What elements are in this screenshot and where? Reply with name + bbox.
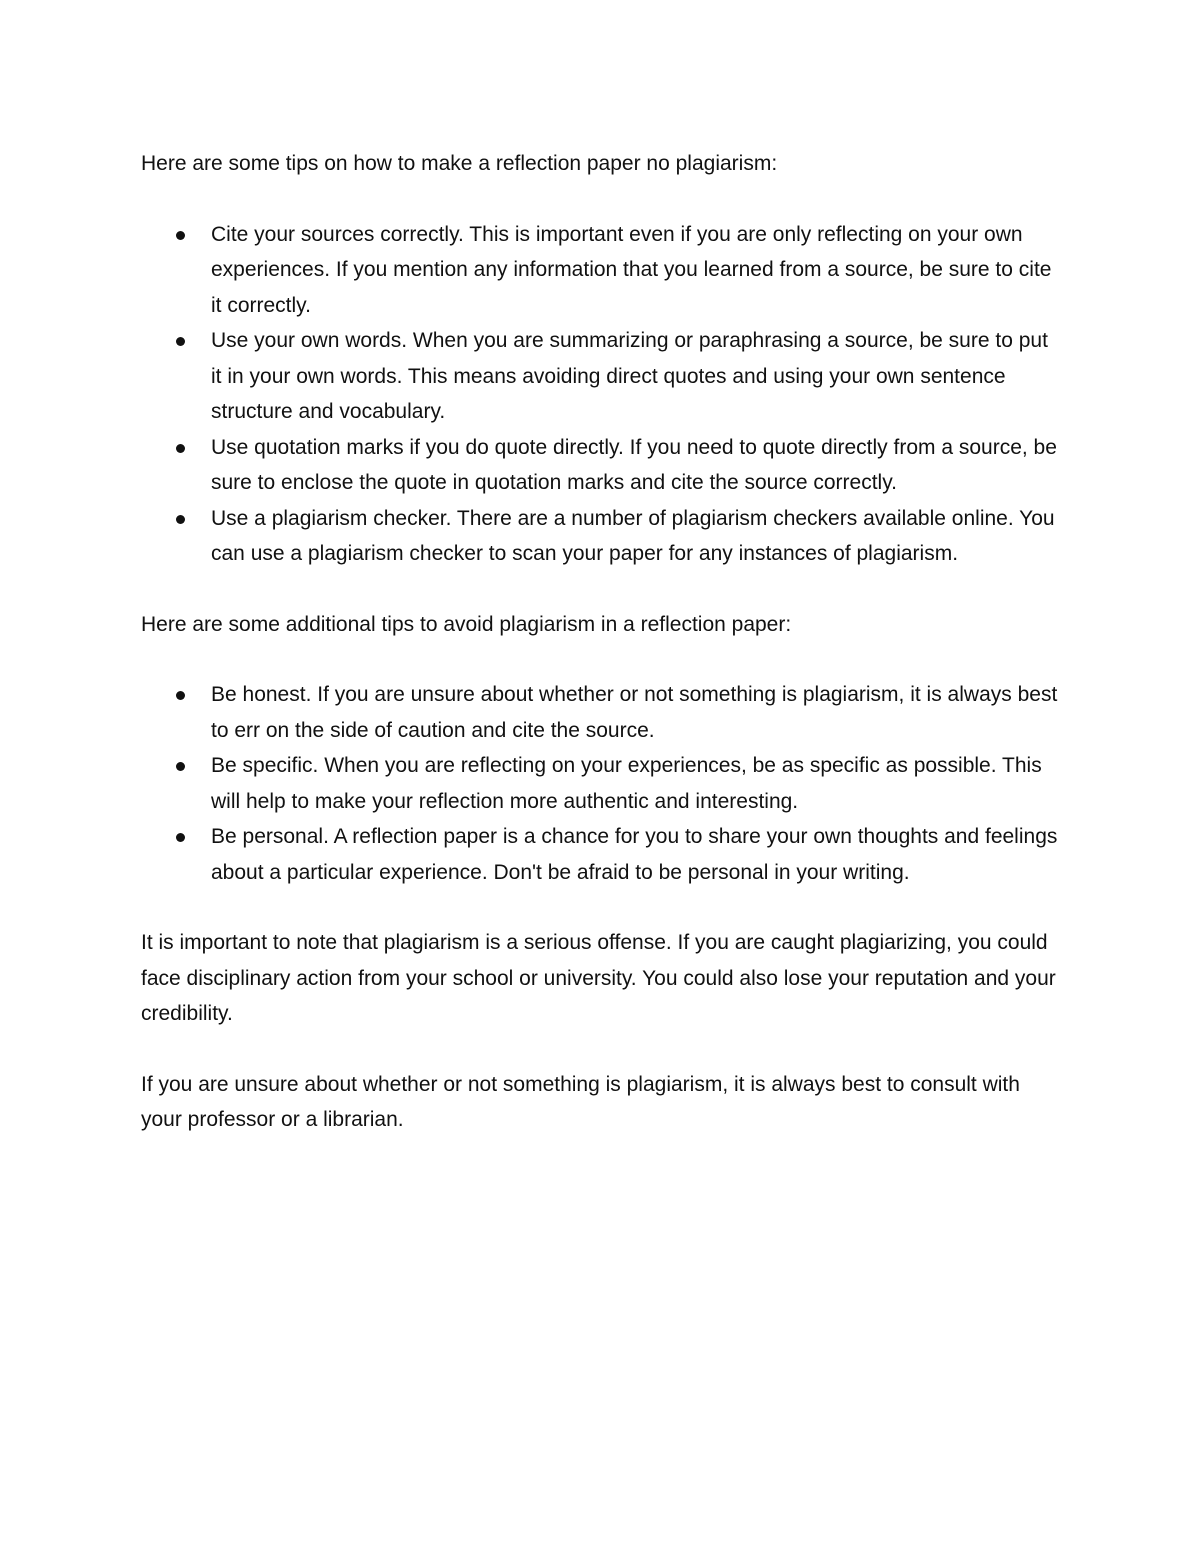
- list-item-text: Be specific. When you are reflecting on your experiences, be as specific as possible. This will help to make your reflection more authentic and interesting.: [211, 754, 1042, 813]
- list-item-text: Be personal. A reflection paper is a chance for you to share your own thoughts and feelings about a particular experience. Don't be afraid to be personal in your writing.: [211, 825, 1058, 884]
- bullet-icon: [176, 515, 185, 524]
- additional-tips-list: [141, 677, 1061, 890]
- list-item: [141, 217, 1061, 324]
- list-item-text: Use a plagiarism checker. There are a number of plagiarism checkers available online. You can use a plagiarism checker to scan your paper for any instances of plagiarism.: [211, 506, 1055, 565]
- list-item-text: Use your own words. When you are summarizing or paraphrasing a source, be sure to put it in your own words. This means avoiding direct quotes and using your own sentence structure and vocabulary.: [211, 329, 1048, 423]
- list-item-text: Use quotation marks if you do quote directly. If you need to quote directly from a source, be sure to enclose the quote in quotation marks and cite the source correctly.: [211, 435, 1057, 494]
- document-body: [141, 146, 1061, 1138]
- bullet-icon: [176, 691, 185, 700]
- additional-intro-paragraph: Here are some additional tips to avoid plagiarism in a reflection paper:: [141, 612, 792, 636]
- list-item-text: Cite your sources correctly. This is important even if you are only reflecting on your own experiences. If you mention any information that you learned from a source, be sure to cite it correctly.: [211, 222, 1052, 317]
- closing-paragraph: If you are unsure about whether or not something is plagiarism, it is always best to consult with your professor or a librarian.: [141, 1072, 1020, 1131]
- bullet-icon: [176, 762, 185, 771]
- intro-paragraph: Here are some tips on how to make a reflection paper no plagiarism:: [141, 152, 778, 175]
- list-item: [141, 819, 1061, 890]
- tips-list: [141, 217, 1061, 572]
- bullet-icon: [176, 833, 185, 842]
- list-item: [141, 748, 1061, 819]
- list-item: [141, 677, 1061, 748]
- list-item-text: Be honest. If you are unsure about whether or not something is plagiarism, it is always best to err on the side of caution and cite the source.: [211, 683, 1058, 742]
- note-paragraph: It is important to note that plagiarism is a serious offense. If you are caught plagiarizing, you could face disciplinary action from your school or university. You could also lose your reputation and your credibility.: [141, 931, 1056, 1025]
- list-item: [141, 430, 1061, 501]
- bullet-icon: [176, 337, 185, 346]
- list-item: [141, 501, 1061, 572]
- bullet-icon: [176, 231, 185, 240]
- list-item: [141, 323, 1061, 430]
- bullet-icon: [176, 444, 185, 453]
